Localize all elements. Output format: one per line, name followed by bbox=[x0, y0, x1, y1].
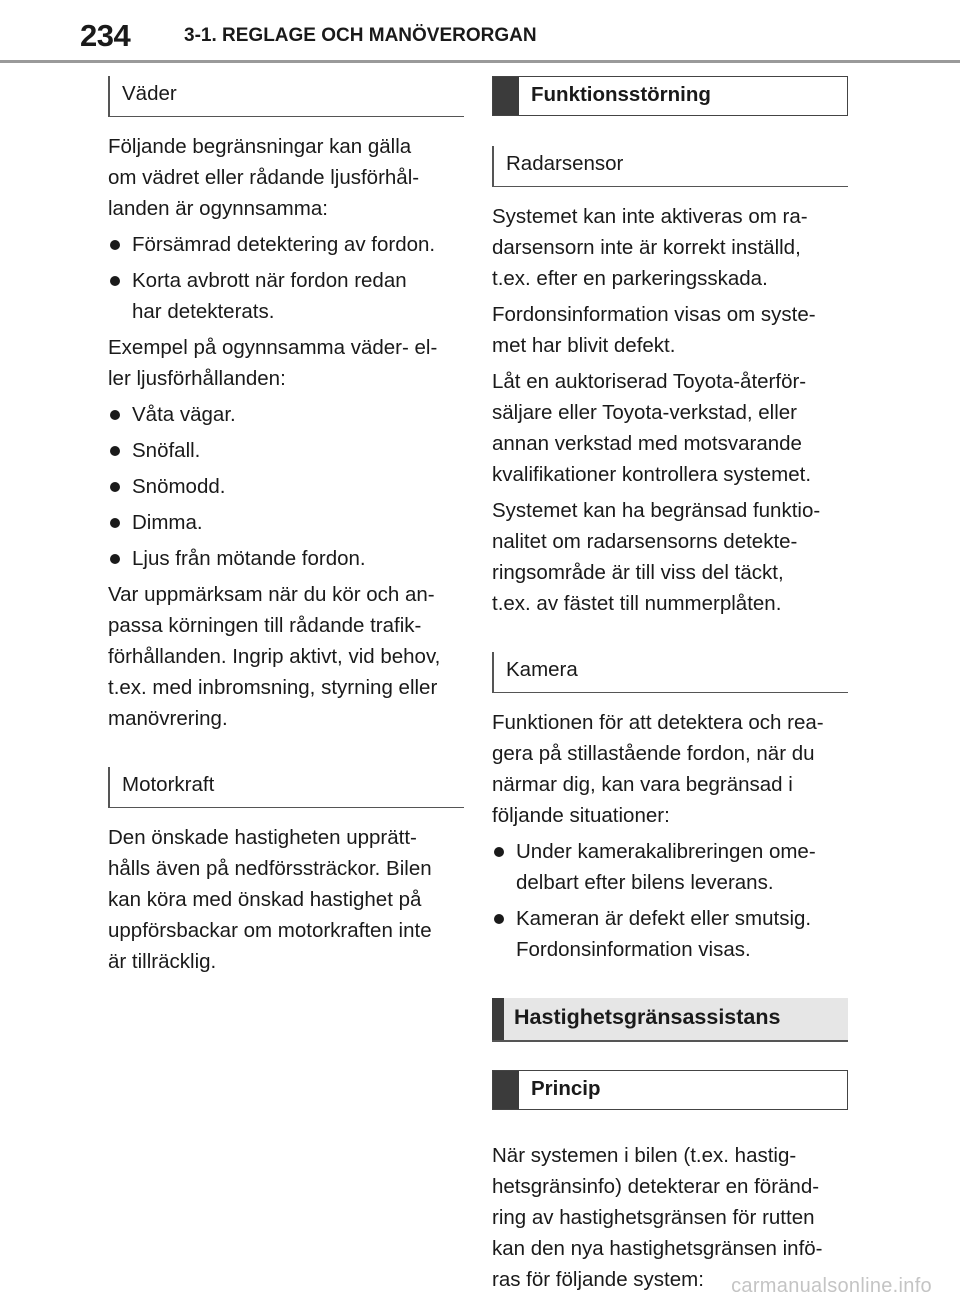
radar-p2: Fordonsinformation visas om syste- met har blivit defekt. bbox=[492, 303, 816, 357]
list-item: Kameran är defekt eller smutsig. Fordonsinformation visas. bbox=[492, 903, 848, 965]
radar-p4: Systemet kan ha begränsad funktio- nalitet om radarsensorns detekte- ringsområde är till viss del täckt, t.ex. av fästet till nummerplåten. bbox=[492, 499, 821, 615]
radar-p3: Låt en auktoriserad Toyota-återför- säljare eller Toyota-verkstad, eller annan verkstad med motsvarande kvalifikationer kontrollera systemet. bbox=[492, 370, 812, 486]
camera-p1: Funktionen för att detektera och rea- gera på stillastående fordon, när du närmar dig, kan vara begränsad i följande situationer: bbox=[492, 711, 824, 827]
page-number: 234 bbox=[80, 18, 131, 53]
weather-warning: Var uppmärksam när du kör och an- passa körningen till rådande trafik- förhållanden. Ingrip aktivt, vid behov, t.ex. med inbromsning, styrning eller manövrering. bbox=[108, 583, 441, 730]
list-item: Snömodd. bbox=[108, 471, 464, 502]
subheading-weather: Väder bbox=[108, 76, 464, 117]
principle-text: När systemen i bilen (t.ex. hastig- hetsgränsinfo) detekterar en föränd- ring av hastighetsgränsen för rutten kan den nya hastighetsgränsen infö- ras för följande system: bbox=[492, 1144, 823, 1291]
radar-p1: Systemet kan inte aktiveras om ra- darsensorn inte är korrekt inställd, t.ex. efter en parkeringsskada. bbox=[492, 205, 808, 290]
list-item: Våta vägar. bbox=[108, 399, 464, 430]
weather-intro: Följande begränsningar kan gälla om vädret eller rådande ljusförhål- landen är ogynnsamma: bbox=[108, 135, 420, 220]
watermark: carmanualsonline.info bbox=[731, 1275, 932, 1297]
header-rule bbox=[0, 60, 960, 63]
section-title: 3-1. REGLAGE OCH MANÖVERORGAN bbox=[184, 25, 537, 46]
list-item: Korta avbrott när fordon redan har detekterats. bbox=[108, 265, 464, 327]
right-column bbox=[492, 76, 848, 1300]
list-item: Snöfall. bbox=[108, 435, 464, 466]
page-header bbox=[0, 0, 960, 70]
subheading-camera: Kamera bbox=[492, 652, 848, 693]
list-item: Under kamerakalibreringen ome- delbart efter bilens leverans. bbox=[492, 836, 848, 898]
heading-malfunction: Funktionsstörning bbox=[492, 76, 848, 116]
engine-text: Den önskade hastigheten upprätt- hålls även på nedförssträckor. Bilen kan köra med önskad hastighet på uppförsbackar om motorkraften inte är tillräcklig. bbox=[108, 826, 432, 973]
list-item: Dimma. bbox=[108, 507, 464, 538]
subheading-radar: Radarsensor bbox=[492, 146, 848, 187]
heading-speed-limit-assist: Hastighetsgränsassistans bbox=[492, 998, 848, 1042]
list-item: Ljus från mötande fordon. bbox=[108, 543, 464, 574]
list-item: Försämrad detektering av fordon. bbox=[108, 229, 464, 260]
subheading-engine: Motorkraft bbox=[108, 767, 464, 808]
left-column bbox=[108, 76, 464, 982]
weather-example: Exempel på ogynnsamma väder- el- ler ljusförhållanden: bbox=[108, 336, 438, 390]
heading-principle: Princip bbox=[492, 1070, 848, 1110]
